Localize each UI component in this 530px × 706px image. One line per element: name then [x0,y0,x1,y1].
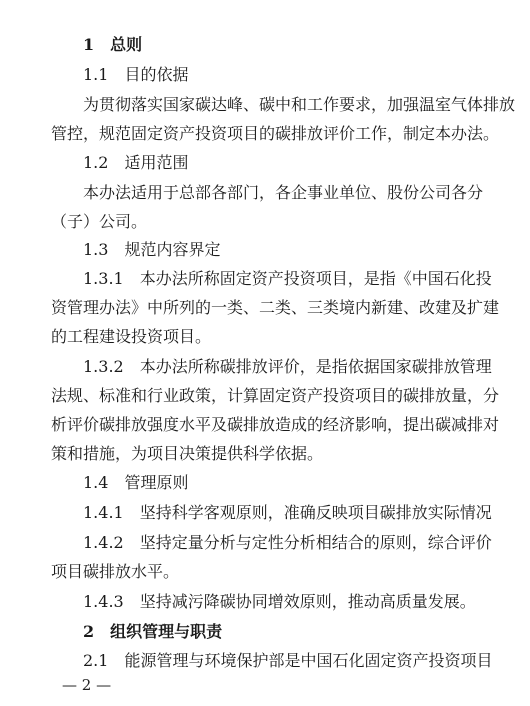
paragraph-line: 1.4.2 坚持定量分析与定性分析相结合的原则，综合评价 [83,533,492,552]
paragraph-line: 项目碳排放水平。 [51,562,180,581]
subsection-heading-1-1: 1.1 目的依据 [83,65,189,84]
paragraph-line: 2.1 能源管理与环境保护部是中国石化固定资产投资项目 [83,651,493,670]
paragraph-line: 资管理办法》中所列的一类、二类、三类境内新建、改建及扩建 [51,298,500,317]
subsection-heading-1-4: 1.4 管理原则 [83,473,189,492]
paragraph-line: 本办法适用于总部各部门，各企事业单位、股份公司各分 [83,183,484,202]
paragraph-line: （子）公司。 [51,212,148,231]
paragraph-line: 法规、标准和行业政策，计算固定资产投资项目的碳排放量，分 [51,386,500,405]
paragraph-line: 为贯彻落实国家碳达峰、碳中和工作要求，加强温室气体排放 [83,95,516,114]
subsection-heading-1-3: 1.3 规范内容界定 [83,240,221,259]
paragraph-line: 1.4.1 坚持科学客观原则，准确反映项目碳排放实际情况 [83,503,492,522]
section-heading-2: 2 组织管理与职责 [83,622,223,641]
paragraph-line: 1.4.3 坚持减污降碳协同增效原则，推动高质量发展。 [83,592,476,611]
paragraph-line: 策和措施，为项目决策提供科学依据。 [51,444,324,463]
paragraph-line: 1.3.1 本办法所称固定资产投资项目，是指《中国石化投 [83,269,492,288]
page-number: — 2 — [62,676,112,694]
paragraph-line: 1.3.2 本办法所称碳排放评价，是指依据国家碳排放管理 [83,357,492,376]
section-heading-1: 1 总则 [83,35,143,54]
paragraph-line: 的工程建设投资项目。 [51,327,212,346]
paragraph-line: 管控，规范固定资产投资项目的碳排放评价工作，制定本办法。 [51,124,500,143]
paragraph-line: 析评价碳排放强度水平及碳排放造成的经济影响，提出碳减排对 [51,415,500,434]
subsection-heading-1-2: 1.2 适用范围 [83,153,189,172]
